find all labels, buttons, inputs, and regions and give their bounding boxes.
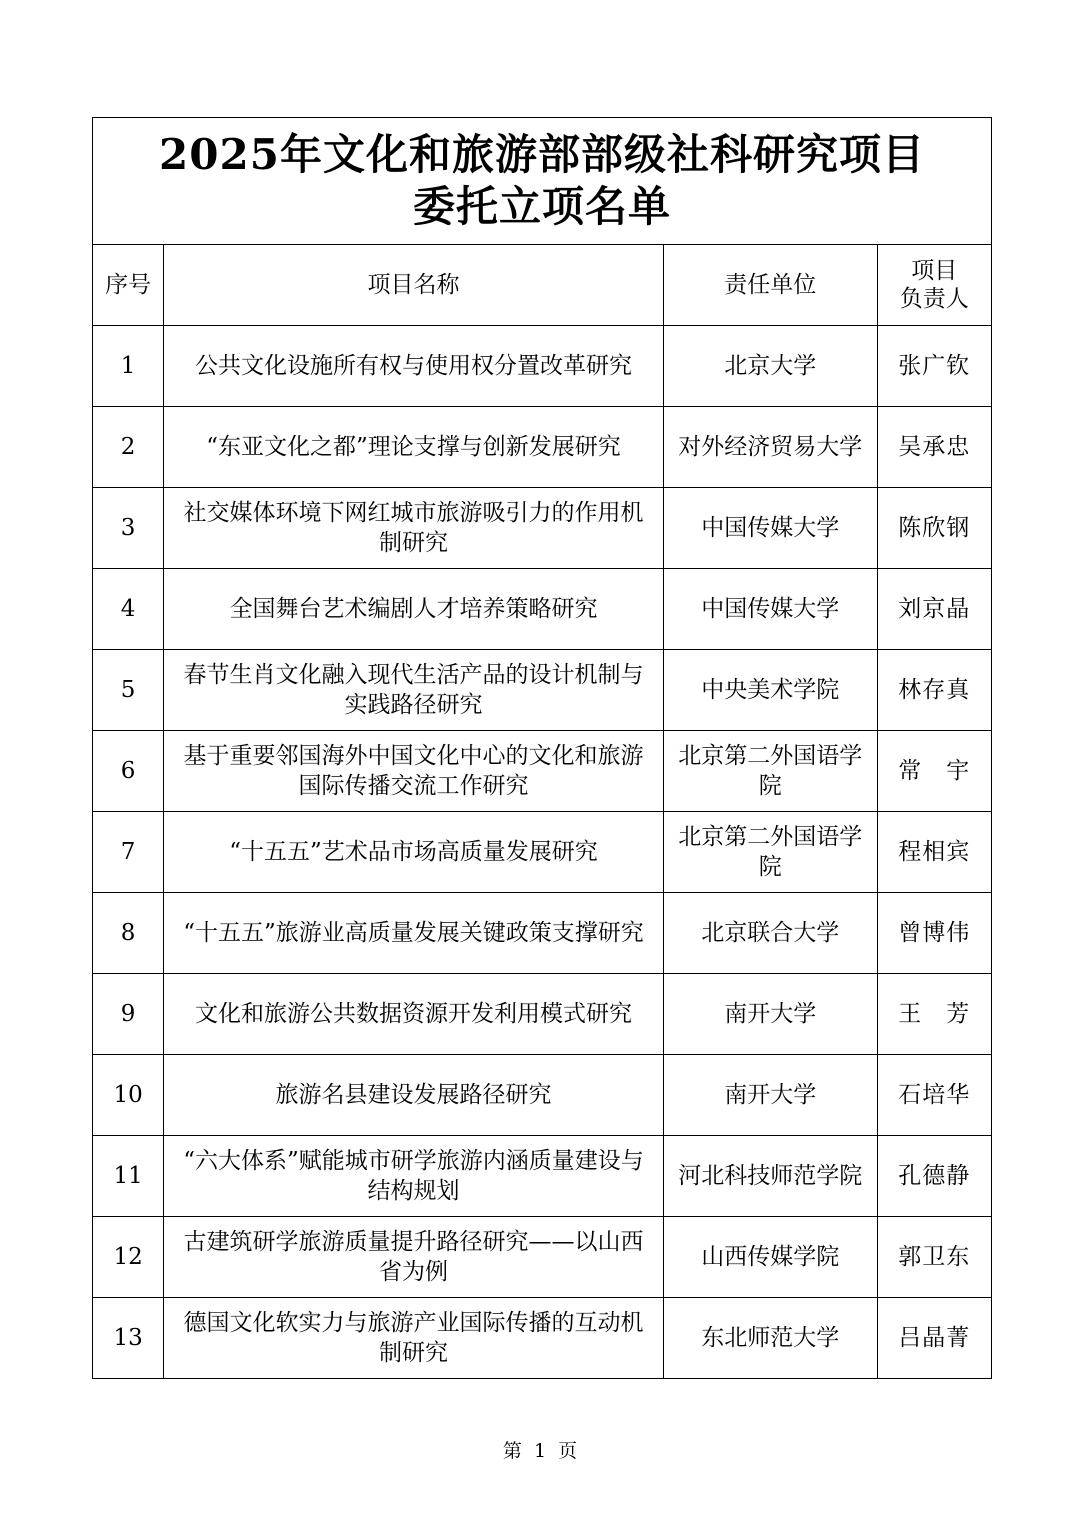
row-number-cell: 9 <box>93 974 164 1055</box>
project-name-cell: “东亚文化之都”理论支撑与创新发展研究 <box>164 407 664 488</box>
responsible-unit-cell: 南开大学 <box>663 974 877 1055</box>
project-name-cell: “十五五”旅游业高质量发展关键政策支撑研究 <box>164 893 664 974</box>
row-number-cell: 11 <box>93 1136 164 1217</box>
table-row <box>93 326 992 407</box>
project-name-cell: 古建筑研学旅游质量提升路径研究——以山西省为例 <box>164 1217 664 1298</box>
responsible-unit-cell: 南开大学 <box>663 1055 877 1136</box>
row-number-cell: 13 <box>93 1298 164 1379</box>
table-row <box>93 1217 992 1298</box>
responsible-unit-cell: 对外经济贸易大学 <box>663 407 877 488</box>
table-row <box>93 1136 992 1217</box>
responsible-unit-cell: 北京联合大学 <box>663 893 877 974</box>
title-line-2: 委托立项名单 <box>412 182 671 231</box>
project-name-cell: 公共文化设施所有权与使用权分置改革研究 <box>164 326 664 407</box>
project-name-cell: 全国舞台艺术编剧人才培养策略研究 <box>164 569 664 650</box>
table-row <box>93 731 992 812</box>
project-lead-cell: 刘京晶 <box>877 569 991 650</box>
row-number-cell: 7 <box>93 812 164 893</box>
project-lead-cell: 吴承忠 <box>877 407 991 488</box>
responsible-unit-cell: 东北师范大学 <box>663 1298 877 1379</box>
row-number-cell: 2 <box>93 407 164 488</box>
project-lead-cell: 孔德静 <box>877 1136 991 1217</box>
row-number-cell: 4 <box>93 569 164 650</box>
project-name-cell: 社交媒体环境下网红城市旅游吸引力的作用机制研究 <box>164 488 664 569</box>
table-body <box>93 326 992 1379</box>
row-number-cell: 10 <box>93 1055 164 1136</box>
header-project-lead <box>877 245 991 326</box>
header-project-name: 项目名称 <box>164 245 664 326</box>
project-lead-cell: 林存真 <box>877 650 991 731</box>
project-lead-cell: 郭卫东 <box>877 1217 991 1298</box>
project-name-cell: 基于重要邻国海外中国文化中心的文化和旅游国际传播交流工作研究 <box>164 731 664 812</box>
page-number: 第 1 页 <box>502 1440 578 1462</box>
project-lead-cell: 程相宾 <box>877 812 991 893</box>
project-name-cell: 文化和旅游公共数据资源开发利用模式研究 <box>164 974 664 1055</box>
responsible-unit-cell: 山西传媒学院 <box>663 1217 877 1298</box>
header-lead-line-1: 项目 <box>911 258 958 284</box>
project-lead-cell: 陈欣钢 <box>877 488 991 569</box>
project-lead-cell: 石培华 <box>877 1055 991 1136</box>
row-number-cell: 8 <box>93 893 164 974</box>
table-row <box>93 1055 992 1136</box>
document-title <box>93 118 992 245</box>
row-number-cell: 5 <box>93 650 164 731</box>
responsible-unit-cell: 中央美术学院 <box>663 650 877 731</box>
project-name-cell: 春节生肖文化融入现代生活产品的设计机制与实践路径研究 <box>164 650 664 731</box>
project-name-cell: “六大体系”赋能城市研学旅游内涵质量建设与结构规划 <box>164 1136 664 1217</box>
table-row <box>93 812 992 893</box>
header-lead-line-2: 负责人 <box>899 286 969 312</box>
project-name-cell: “十五五”艺术品市场高质量发展研究 <box>164 812 664 893</box>
responsible-unit-cell: 北京第二外国语学院 <box>663 731 877 812</box>
table-row <box>93 893 992 974</box>
table-row <box>93 650 992 731</box>
responsible-unit-cell: 河北科技师范学院 <box>663 1136 877 1217</box>
project-lead-cell: 王 芳 <box>877 974 991 1055</box>
table-row <box>93 407 992 488</box>
project-lead-cell: 吕晶菁 <box>877 1298 991 1379</box>
responsible-unit-cell: 北京第二外国语学院 <box>663 812 877 893</box>
row-number-cell: 1 <box>93 326 164 407</box>
responsible-unit-cell: 中国传媒大学 <box>663 569 877 650</box>
row-number-cell: 3 <box>93 488 164 569</box>
project-name-cell: 旅游名县建设发展路径研究 <box>164 1055 664 1136</box>
row-number-cell: 6 <box>93 731 164 812</box>
project-list-table <box>92 117 992 1379</box>
project-name-cell: 德国文化软实力与旅游产业国际传播的互动机制研究 <box>164 1298 664 1379</box>
table-row <box>93 488 992 569</box>
table-header-row <box>93 245 992 326</box>
header-responsible-unit: 责任单位 <box>663 245 877 326</box>
title-line-1: 2025年文化和旅游部部级社科研究项目 <box>159 130 925 179</box>
project-lead-cell: 曾博伟 <box>877 893 991 974</box>
project-lead-cell: 常 宇 <box>877 731 991 812</box>
table-row <box>93 569 992 650</box>
row-number-cell: 12 <box>93 1217 164 1298</box>
table-row <box>93 1298 992 1379</box>
responsible-unit-cell: 中国传媒大学 <box>663 488 877 569</box>
project-lead-cell: 张广钦 <box>877 326 991 407</box>
table-row <box>93 974 992 1055</box>
header-no: 序号 <box>93 245 164 326</box>
responsible-unit-cell: 北京大学 <box>663 326 877 407</box>
